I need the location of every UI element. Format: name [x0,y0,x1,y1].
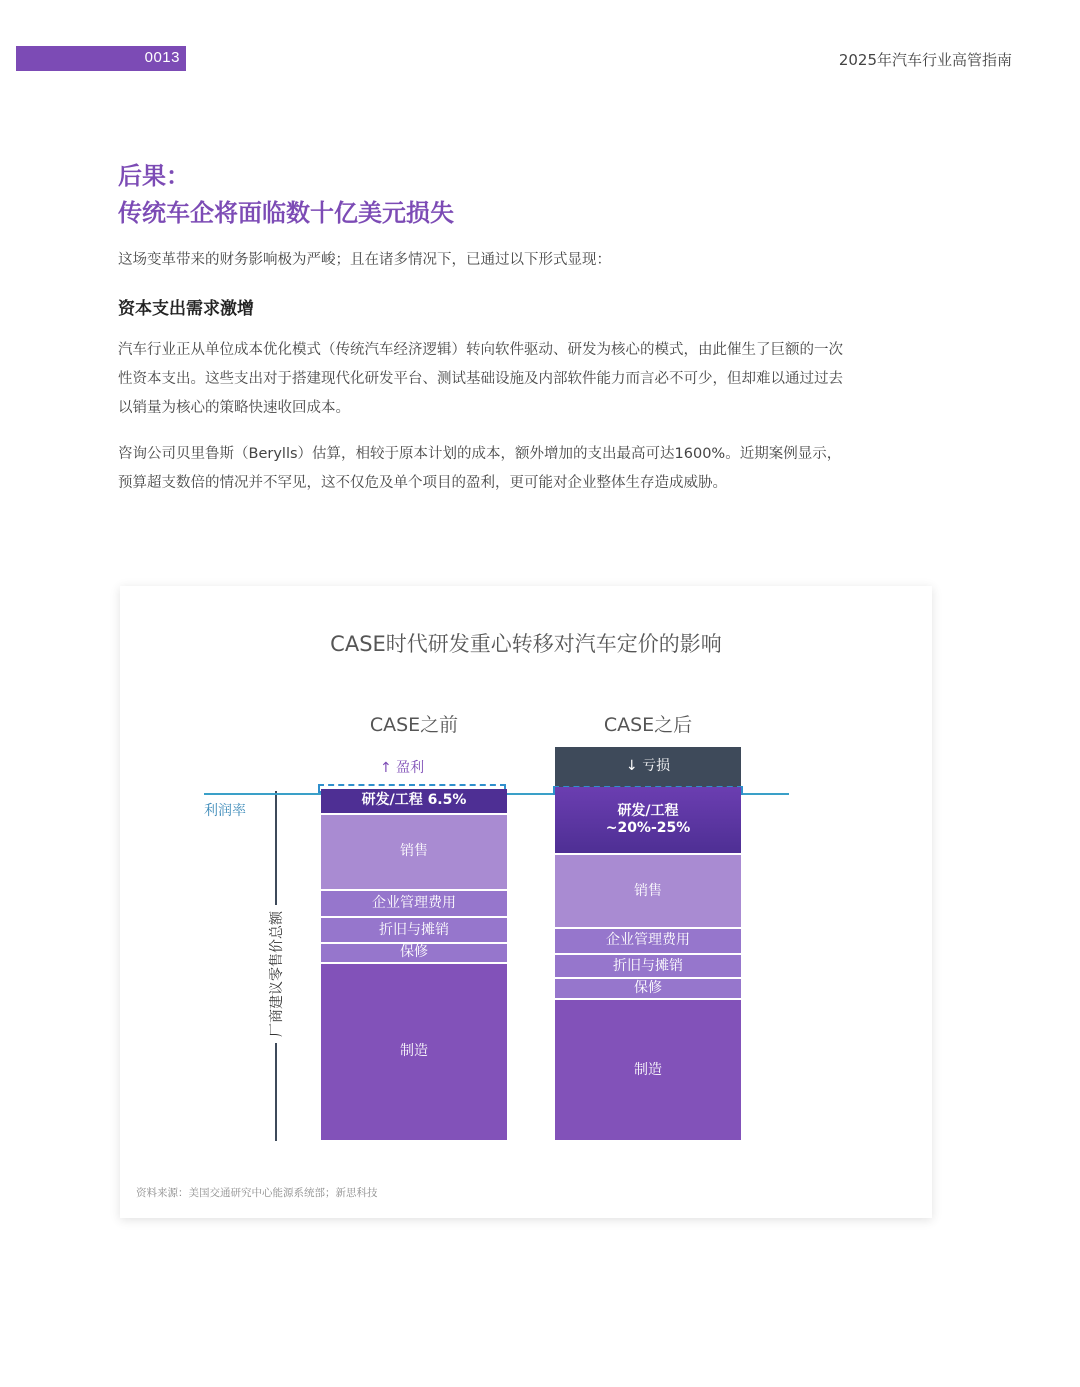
profit-label: ↑ 盈利 [380,760,425,776]
document-title: 2025年汽车行业高管指南 [838,51,1012,69]
after-segment-4: 折旧与摊销 [555,955,741,977]
after-segment-5: 保修 [555,979,741,998]
paragraph-2: 咨询公司贝里鲁斯（Berylls）估算，相较于原本计划的成本，额外增加的支出最高可达1600%。近期案例显示，预算超支数倍的情况并不罕见，这不仅危及单个项目的盈利，更可能对企业整体生存造成威胁。 [118,446,842,491]
paragraph-1: 汽车行业正从单位成本优化模式（传统汽车经济逻辑）转向软件驱动、研发为核心的模式，由此催生了巨额的一次性资本支出。这些支出对于搭建现代化研发平台、测试基础设施及内部软件能力而言必不可少，但却难以通过过去以销量为核心的策略快速收回成本。 [118,342,843,416]
after-column-label: CASE之后 [603,714,693,736]
page-number: 0013 [144,49,180,66]
intro-text: 这场变革带来的财务影响极为严峻；且在诸多情况下，已通过以下形式显现： [118,252,611,268]
source-note: 资料来源：美国交通研究中心能源系统部；新思科技 [136,1187,378,1199]
after-segment-3: 企业管理费用 [555,929,741,953]
before-segment-1: 研发/工程 6.5% [321,789,507,813]
before-segment-4: 折旧与摊销 [321,918,507,941]
page-number-tab [16,46,186,71]
msrp-axis-label: 厂商建议零售价总额 [258,905,294,1043]
after-segment-6: 制造 [555,1000,741,1140]
before-segment-2: 销售 [321,815,507,889]
before-segment-3: 企业管理费用 [321,891,507,916]
margin-label: 利润率 [204,803,246,819]
before-column-label: CASE之前 [369,714,459,736]
heading-line-2: 传统车企将面临数十亿美元损失 [118,199,454,227]
after-segment-2: 销售 [555,855,741,926]
chart-card [120,586,932,1218]
before-segment-5: 保修 [321,944,507,962]
section-title: 资本支出需求激增 [118,299,254,319]
heading-line-1: 后果： [118,162,190,190]
loss-label: ↓ 亏损 [555,747,741,787]
chart-title: CASE时代研发重心转移对汽车定价的影响 [330,632,722,656]
after-segment-1: 研发/工程 ~20%-25% [555,787,741,853]
before-segment-6: 制造 [321,964,507,1140]
